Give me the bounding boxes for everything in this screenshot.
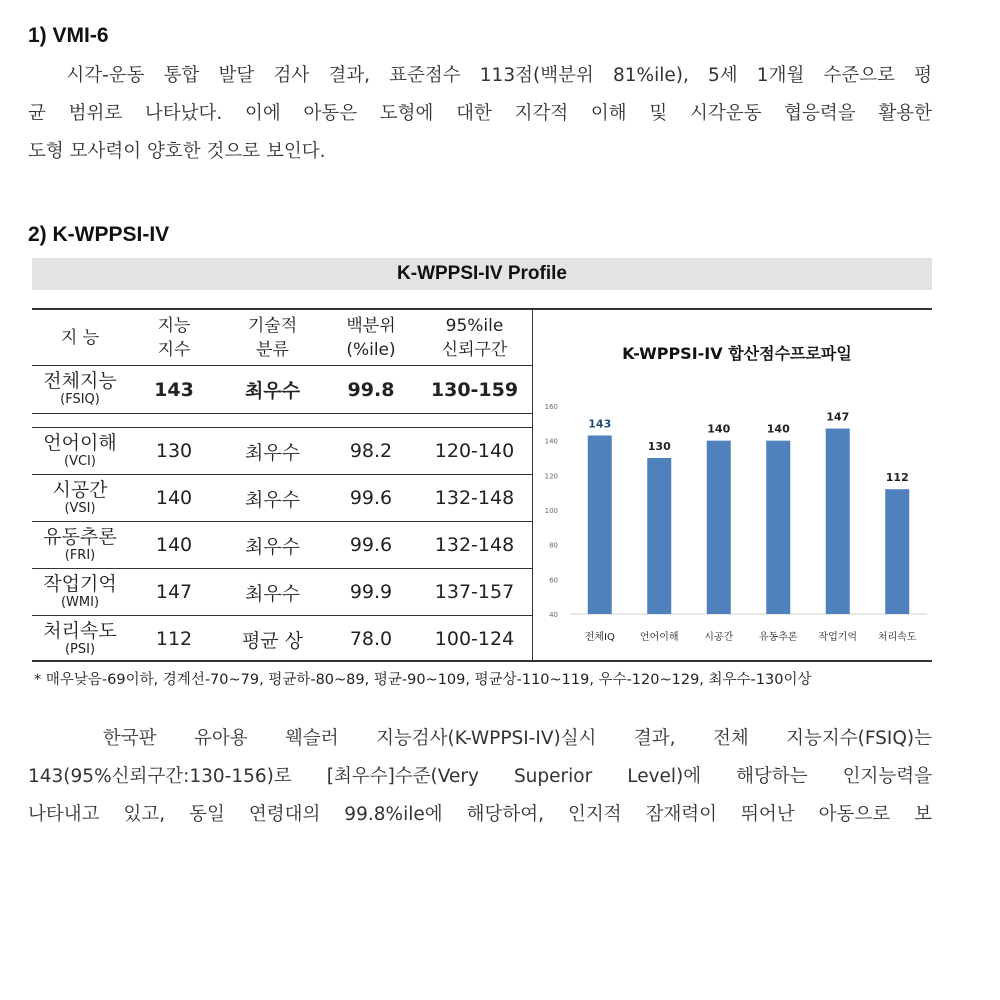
vmi-paragraph <box>28 57 932 171</box>
profile-box <box>32 308 932 662</box>
row-name: 시공간 (VSI) <box>32 475 128 522</box>
table-header-row <box>32 310 532 366</box>
classification-note: * 매우낮음-69이하, 경계선-70~79, 평균하-80~89, 평균-90~109, 평균상-110~119, 우수-120~129, 최우수-130이상 <box>34 672 812 688</box>
header-ci: 95%ile 신뢰구간 <box>417 310 532 366</box>
data-label: 140 <box>707 422 731 436</box>
row-class: 최우수 <box>220 428 325 475</box>
header-domain: 지 능 <box>32 310 128 366</box>
y-tick-label: 140 <box>544 437 558 446</box>
row-class: 최우수 <box>220 569 325 616</box>
row-ci: 100-124 <box>434 628 515 650</box>
chart-bar <box>885 489 909 614</box>
row-class: 최우수 <box>220 366 325 414</box>
row-ci: 120-140 <box>417 428 532 475</box>
row-ci: 132-148 <box>417 475 532 522</box>
x-tick-label: 처리속도 <box>877 632 917 643</box>
row-ci: 137-157 <box>417 569 532 616</box>
y-tick-label: 160 <box>544 403 558 411</box>
row-percentile: 99.8 <box>325 366 417 414</box>
y-tick-label: 120 <box>544 472 558 481</box>
row-score: 112 <box>155 628 193 650</box>
row-class: 최우수 <box>220 475 325 522</box>
table-row <box>32 616 532 663</box>
row-ci: 130-159 <box>417 366 532 414</box>
data-label: 143 <box>588 417 612 431</box>
profile-bar-chart <box>542 310 932 660</box>
row-name: 처리속도 (PSI) <box>43 619 117 657</box>
row-class: 평균 상 <box>241 629 304 652</box>
data-label: 147 <box>826 410 850 424</box>
y-tick-label: 80 <box>549 541 558 550</box>
row-name: 작업기억 (WMI) <box>32 569 128 616</box>
row-score: 140 <box>128 475 220 522</box>
table-chart-divider <box>532 310 533 660</box>
x-tick-label: 작업기억 <box>818 632 858 643</box>
data-label: 140 <box>766 422 790 436</box>
row-percentile: 98.2 <box>325 428 417 475</box>
section2-heading: 2) K-WPPSI-IV <box>28 223 170 246</box>
vmi-line-1: 시각-운동 통합 발달 검사 결과, 표준점수 113점(백분위 81%ile), 5세 1개월 수준으로 평 <box>28 65 932 86</box>
wppsi-line-3: 나타내고 있고, 동일 연령대의 99.8%ile에 해당하여, 인지적 잠재력이 뛰어난 아동으로 보 <box>28 804 932 825</box>
header-score: 지능 지수 <box>128 310 220 366</box>
chart-bar <box>707 441 731 614</box>
row-percentile: 99.9 <box>325 569 417 616</box>
row-percentile: 78.0 <box>349 628 393 650</box>
row-score: 140 <box>128 522 220 569</box>
score-table <box>32 310 532 662</box>
table-row <box>32 428 532 475</box>
vmi-line-2: 균 범위로 나타났다. 이에 아동은 도형에 대한 지각적 이해 및 시각운동 협응력을 활용한 <box>28 103 932 124</box>
row-class: 최우수 <box>220 522 325 569</box>
row-name: 언어이해 (VCI) <box>32 428 128 475</box>
wppsi-paragraph <box>28 720 932 834</box>
chart-bar <box>647 458 671 614</box>
vmi-line-3: 도형 모사력이 양호한 것으로 보인다. <box>28 141 326 162</box>
wppsi-line-2: 143(95%신뢰구간:130-156)로 [최우수]수준(Very Superior Level)에 해당하는 인지능력을 <box>28 766 932 787</box>
x-tick-label: 전체IQ <box>584 632 615 643</box>
chart-bar <box>766 441 790 614</box>
row-score: 143 <box>128 366 220 414</box>
header-class: 기술적 분류 <box>220 310 325 366</box>
chart-title: K-WPPSI-IV 합산점수프로파일 <box>622 344 852 363</box>
chart-bar <box>826 429 850 614</box>
x-tick-label: 시공간 <box>704 632 734 643</box>
row-percentile: 99.6 <box>325 475 417 522</box>
data-label: 112 <box>885 471 909 485</box>
y-tick-label: 40 <box>549 611 558 619</box>
y-tick-label: 100 <box>544 507 558 515</box>
section1-heading: 1) VMI-6 <box>28 24 109 47</box>
row-ci: 132-148 <box>417 522 532 569</box>
table-gap <box>32 414 532 428</box>
x-tick-label: 언어이해 <box>639 632 679 643</box>
row-score: 130 <box>128 428 220 475</box>
x-tick-label: 유동추론 <box>758 632 798 643</box>
row-percentile: 99.6 <box>325 522 417 569</box>
header-percentile: 백분위 (%ile) <box>325 310 417 366</box>
table-row <box>32 522 532 569</box>
row-name: 전체지능 (FSIQ) <box>32 366 128 414</box>
table-row <box>32 366 532 414</box>
row-name: 유동추론 (FRI) <box>32 522 128 569</box>
chart-bar <box>588 435 612 614</box>
table-row <box>32 569 532 616</box>
wppsi-line-1: 한국판 유아용 웩슬러 지능검사(K-WPPSI-IV)실시 결과, 전체 지능지수(FSIQ)는 <box>28 728 932 749</box>
profile-banner: K-WPPSI-IV Profile <box>32 258 932 290</box>
table-row <box>32 475 532 522</box>
row-score: 147 <box>128 569 220 616</box>
y-tick-label: 60 <box>549 576 558 585</box>
data-label: 130 <box>647 440 671 453</box>
